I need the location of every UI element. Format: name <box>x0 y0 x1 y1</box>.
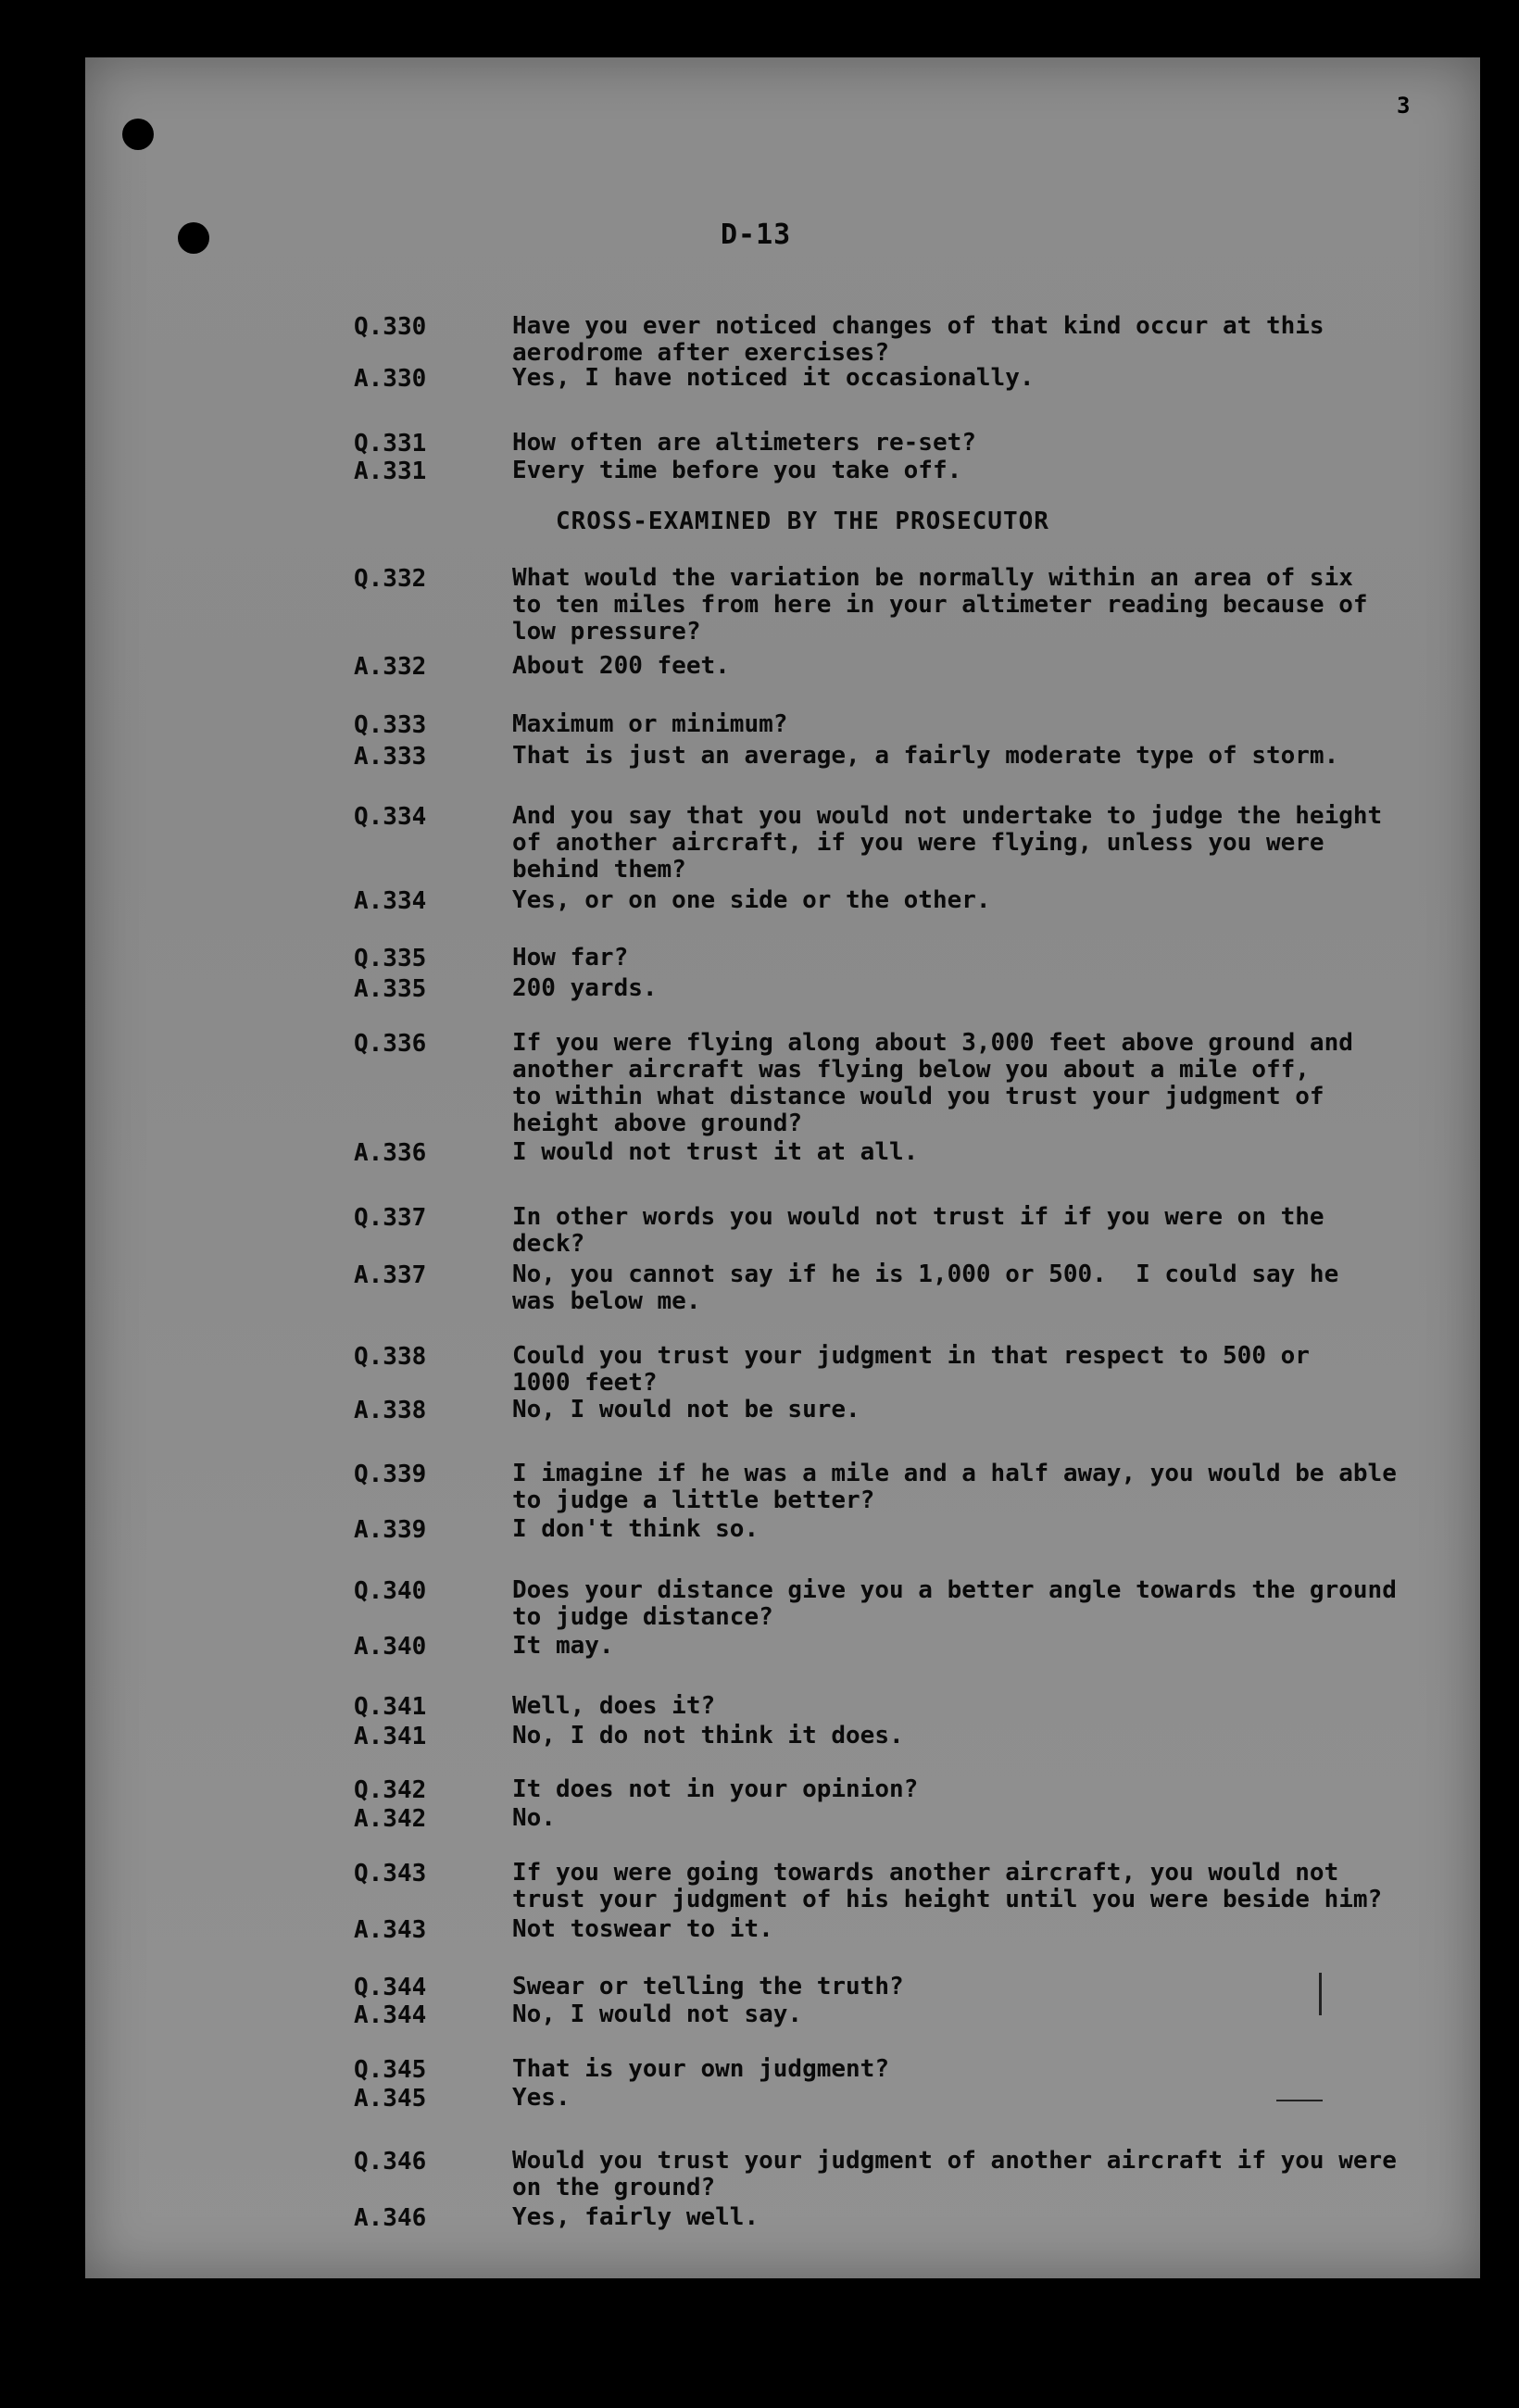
question-number: Q.337 <box>354 1204 427 1232</box>
question-text-line: behind them? <box>512 856 686 884</box>
question-number: Q.344 <box>354 1974 427 2001</box>
question-number: Q.346 <box>354 2148 427 2176</box>
question-text-line: to ten miles from here in your altimeter reading because of <box>512 591 1368 619</box>
answer-number: A.343 <box>354 1916 427 1944</box>
answer-text-line: It may. <box>512 1632 614 1660</box>
answer-number: A.334 <box>354 887 427 915</box>
answer-text-line: I don't think so. <box>512 1515 760 1543</box>
answer-text-line: Every time before you take off. <box>512 457 962 484</box>
answer-number: A.332 <box>354 653 427 681</box>
question-text-line: trust your judgment of his height until you were beside him? <box>512 1886 1383 1913</box>
answer-number: A.345 <box>354 2085 427 2113</box>
answer-text-line: No. <box>512 1804 556 1832</box>
answer-text-line: Yes. <box>512 2084 571 2112</box>
answer-text-line: Yes, fairly well. <box>512 2203 760 2231</box>
answer-text-line: No, I would not be sure. <box>512 1396 860 1423</box>
answer-number: A.335 <box>354 975 427 1003</box>
answer-text-line: No, I do not think it does. <box>512 1722 904 1750</box>
question-number: Q.332 <box>354 565 427 593</box>
question-text-line: low pressure? <box>512 618 701 646</box>
question-text-line: Well, does it? <box>512 1692 716 1720</box>
question-text-line: If you were flying along about 3,000 feet above ground and <box>512 1029 1353 1057</box>
question-number: Q.345 <box>354 2056 427 2084</box>
answer-number: A.339 <box>354 1516 427 1544</box>
question-text-line: Would you trust your judgment of another aircraft if you were <box>512 2147 1397 2175</box>
answer-text-line: That is just an average, a fairly moderate type of storm. <box>512 742 1339 770</box>
answer-number: A.344 <box>354 2001 427 2029</box>
question-text-line: Swear or telling the truth? <box>512 1973 904 2000</box>
answer-text-line: About 200 feet. <box>512 652 730 680</box>
question-text-line: How far? <box>512 944 629 972</box>
question-text-line: on the ground? <box>512 2174 716 2201</box>
question-number: Q.338 <box>354 1343 427 1371</box>
section-heading: CROSS-EXAMINED BY THE PROSECUTOR <box>556 508 1049 535</box>
question-number: Q.330 <box>354 313 427 341</box>
question-text-line: to judge a little better? <box>512 1486 875 1514</box>
answer-number: A.342 <box>354 1805 427 1833</box>
answer-number: A.346 <box>354 2204 427 2232</box>
corner-mark: 3 <box>1397 93 1411 119</box>
question-text-line: aerodrome after exercises? <box>512 339 889 367</box>
question-number: Q.340 <box>354 1577 427 1605</box>
question-text-line: Does your distance give you a better angle towards the ground <box>512 1576 1397 1604</box>
question-number: Q.339 <box>354 1461 427 1488</box>
answer-text-line: I would not trust it at all. <box>512 1138 919 1166</box>
question-text-line: of another aircraft, if you were flying, unless you were <box>512 829 1324 857</box>
question-text-line: If you were going towards another aircraft, you would not <box>512 1859 1339 1887</box>
question-text-line: deck? <box>512 1230 585 1258</box>
question-text-line: How often are altimeters re-set? <box>512 429 976 457</box>
answer-number: A.340 <box>354 1633 427 1661</box>
question-number: Q.335 <box>354 945 427 972</box>
question-text-line: It does not in your opinion? <box>512 1775 919 1803</box>
answer-text-line: Yes, I have noticed it occasionally. <box>512 364 1035 392</box>
question-number: Q.334 <box>354 803 427 831</box>
question-number: Q.342 <box>354 1776 427 1804</box>
question-text-line: another aircraft was flying below you about a mile off, <box>512 1056 1310 1084</box>
question-text-line: What would the variation be normally within an area of six <box>512 564 1353 592</box>
question-text-line: In other words you would not trust if if you were on the <box>512 1203 1324 1231</box>
answer-text-line: Yes, or on one side or the other. <box>512 886 991 914</box>
answer-text-line: No, you cannot say if he is 1,000 or 500. I could say he <box>512 1260 1339 1288</box>
question-text-line: I imagine if he was a mile and a half away, you would be able <box>512 1460 1397 1487</box>
answer-number: A.338 <box>354 1397 427 1424</box>
question-text-line: height above ground? <box>512 1110 803 1137</box>
answer-number: A.336 <box>354 1139 427 1167</box>
answer-number: A.330 <box>354 365 427 393</box>
question-text-line: Could you trust your judgment in that respect to 500 or <box>512 1342 1310 1370</box>
answer-number: A.341 <box>354 1723 427 1750</box>
answer-number: A.337 <box>354 1261 427 1289</box>
question-number: Q.341 <box>354 1693 427 1721</box>
answer-number: A.331 <box>354 458 427 485</box>
answer-number: A.333 <box>354 743 427 771</box>
answer-text-line: No, I would not say. <box>512 2000 803 2028</box>
question-text-line: And you say that you would not undertake to judge the height <box>512 802 1383 830</box>
page-number: D-13 <box>721 219 792 251</box>
question-number: Q.336 <box>354 1030 427 1058</box>
question-text-line: 1000 feet? <box>512 1369 658 1397</box>
answer-text-line: Not toswear to it. <box>512 1915 773 1943</box>
question-number: Q.333 <box>354 711 427 739</box>
answer-text-line: 200 yards. <box>512 974 658 1002</box>
question-text-line: That is your own judgment? <box>512 2055 889 2083</box>
question-number: Q.331 <box>354 430 427 458</box>
question-text-line: to within what distance would you trust your judgment of <box>512 1083 1324 1110</box>
question-text-line: Maximum or minimum? <box>512 710 788 738</box>
question-text-line: Have you ever noticed changes of that kind occur at this <box>512 312 1324 340</box>
answer-text-line: was below me. <box>512 1287 701 1315</box>
question-text-line: to judge distance? <box>512 1603 773 1631</box>
question-number: Q.343 <box>354 1860 427 1888</box>
